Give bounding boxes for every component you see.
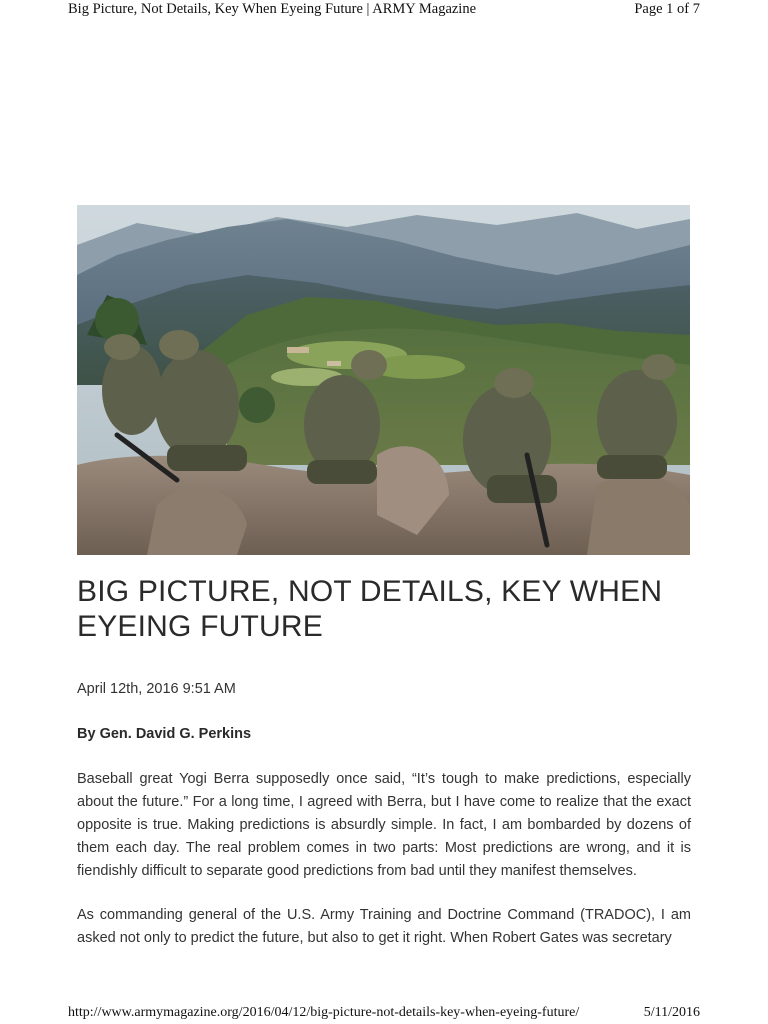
print-footer bbox=[0, 1005, 768, 1024]
print-footer-date: 5/11/2016 bbox=[643, 1005, 700, 1020]
article-title: BIG PICTURE, NOT DETAILS, KEY WHEN EYEING FUTURE bbox=[77, 575, 663, 643]
print-header-title: Big Picture, Not Details, Key When Eyeing Future | ARMY Magazine bbox=[68, 1, 477, 17]
article-byline: By Gen. David G. Perkins bbox=[77, 726, 252, 742]
article-paragraph: As commanding general of the U.S. Army Training and Doctrine Command (TRADOC), I am asked not only to predict the future, but also to get it right. When Robert Gates was secretary bbox=[77, 907, 691, 946]
article-paragraph: Baseball great Yogi Berra supposedly once said, “It’s tough to make predictions, especially about the future.” For a long time, I agreed with Berra, but I have come to realize that the exact opposite is true. Making predictions is absurdly simple. In fact, I am bombarded by dozens of them each day. The real problem comes in two parts: Most predictions are wrong, and it is fiendishly difficult to separate good predictions from bad until they manifest themselves. bbox=[77, 771, 691, 879]
soldiers-overlooking-valley-photo-icon bbox=[77, 205, 690, 555]
article-date: April 12th, 2016 9:51 AM bbox=[77, 681, 236, 697]
print-header bbox=[0, 0, 768, 20]
hero-image bbox=[77, 205, 690, 555]
print-footer-url: http://www.armymagazine.org/2016/04/12/big-picture-not-details-key-when-eyeing-future/ bbox=[68, 1005, 580, 1020]
page-number: Page 1 of 7 bbox=[634, 1, 700, 17]
